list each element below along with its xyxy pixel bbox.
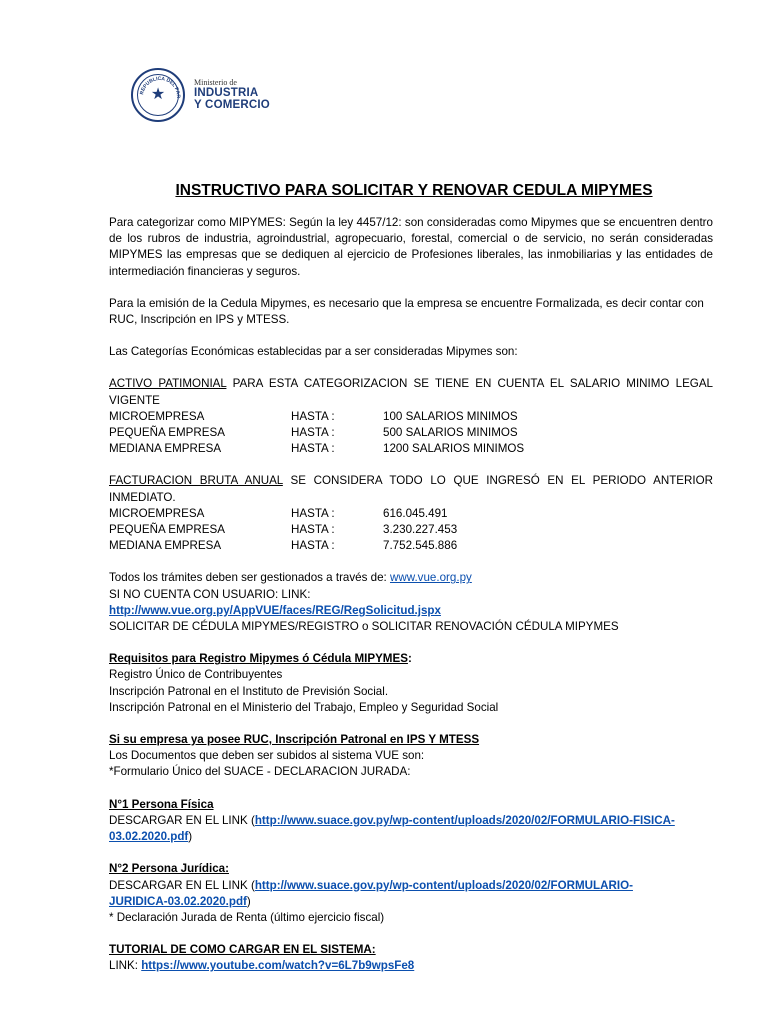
documentos-line-2: *Formulario Único del SUACE - DECLARACION JURADA: (109, 765, 411, 779)
row-label: PEQUEÑA EMPRESA (109, 426, 225, 440)
vue-link[interactable]: www.vue.org.py (389, 571, 472, 585)
facturacion-row (109, 522, 713, 538)
requisito-item: Inscripción Patronal en el Instituto de Previsión Social. (109, 684, 389, 698)
tramites-text: Todos los trámites deben ser gestionados a través de: (109, 571, 390, 585)
row-label: MICROEMPRESA (109, 506, 205, 520)
documentos-heading: Si su empresa ya posee RUC, Inscripción Patronal en IPS Y MTESS (109, 733, 480, 747)
download-prefix: DESCARGAR EN EL LINK ( (109, 813, 255, 827)
facturacion-text: SE CONSIDERA TODO LO QUE INGRESÓ EN EL PERIODO ANTERIOR INMEDIATO. (109, 474, 714, 504)
facturacion-row (109, 538, 713, 554)
no-usuario-text: SI NO CUENTA CON USUARIO: LINK: (109, 587, 311, 601)
download-suffix: ) (188, 830, 193, 844)
logo-small-text: Ministerio de (194, 77, 237, 87)
renta-note: * Declaración Jurada de Renta (último ejercicio fiscal) (109, 910, 385, 924)
registro-link[interactable]: http://www.vue.org.py/AppVUE/faces/REG/RegSolicitud.jspx (109, 603, 441, 617)
row-value: 500 SALARIOS MINIMOS (383, 426, 518, 440)
requisitos-colon: : (407, 652, 412, 666)
row-hasta: HASTA : (291, 506, 335, 520)
facturacion-heading: FACTURACION BRUTA ANUAL (109, 474, 283, 488)
row-hasta: HASTA : (291, 523, 335, 537)
activo-text: PARA ESTA CATEGORIZACION SE TIENE EN CUENTA EL SALARIO MINIMO LEGAL VIGENTE (109, 377, 713, 407)
facturacion-row (109, 506, 713, 522)
tutorial-heading: TUTORIAL DE COMO CARGAR EN EL SISTEMA: (109, 943, 376, 957)
document-title: INSTRUCTIVO PARA SOLICITAR Y RENOVAR CEDULA MIPYMES (175, 182, 653, 199)
row-value: 100 SALARIOS MINIMOS (383, 409, 518, 423)
activo-row (109, 441, 713, 457)
svg-text:REPUBLICA DEL PARAGUAY: REPUBLICA DEL PAR (139, 75, 182, 99)
tutorial-prefix: LINK: (109, 959, 142, 973)
requisitos-heading: Requisitos para Registro Mipymes ó Cédula MIPYMES (109, 652, 408, 666)
solicitar-text: SOLICITAR DE CÉDULA MIPYMES/REGISTRO o SOLICITAR RENOVACIÓN CÉDULA MIPYMES (109, 620, 619, 634)
youtube-link[interactable]: https://www.youtube.com/watch?v=6L7b9wpsFe8 (141, 959, 415, 973)
juridica-download-line (109, 878, 713, 910)
download-suffix: ) (246, 894, 251, 908)
activo-row (109, 425, 713, 441)
facturacion-section-heading (109, 473, 713, 505)
republic-seal-icon: REPUBLICA DEL PAR ★ (131, 68, 185, 122)
requisitos-heading-line (109, 651, 713, 667)
activo-row (109, 409, 713, 425)
row-hasta: HASTA : (291, 539, 335, 553)
row-label: PEQUEÑA EMPRESA (109, 523, 225, 537)
activo-heading: ACTIVO PATIMONIAL (109, 377, 227, 391)
requisito-item: Inscripción Patronal en el Ministerio del Trabajo, Empleo y Seguridad Social (109, 700, 499, 714)
logo-line-1: INDUSTRIA (194, 87, 259, 100)
row-hasta: HASTA : (291, 426, 335, 440)
fisica-form-link[interactable]: http://www.suace.gov.py/wp-content/uploads/2020/02/FORMULARIO-FISICA- (254, 813, 675, 827)
fisica-form-link-cont[interactable]: 03.02.2020.pdf (109, 830, 189, 844)
intro-paragraph: Para categorizar como MIPYMES: Según la ley 4457/12: son consideradas como Mipymes que se encuentren dentro de los rubros de industria, agroindustrial, agropecuario, forestal, comercial o de servicio, no serán consideradas MIPYMES las empresas que se dediquen al ejercicio de Profesiones liberales, las inmobiliarias y las entidades de intermediación financieras y seguros. (109, 216, 713, 278)
download-prefix: DESCARGAR EN EL LINK ( (109, 878, 255, 892)
logo-line-2: Y COMERCIO (194, 99, 270, 112)
row-label: MICROEMPRESA (109, 409, 205, 423)
row-value: 3.230.227.453 (383, 523, 458, 537)
tutorial-line (109, 958, 713, 974)
row-value: 1200 SALARIOS MINIMOS (383, 442, 525, 456)
juridica-form-link[interactable]: http://www.suace.gov.py/wp-content/uploads/2020/02/FORMULARIO- (254, 878, 633, 892)
categorias-intro: Las Categorías Económicas establecidas par a ser consideradas Mipymes son: (109, 345, 518, 359)
row-hasta: HASTA : (291, 409, 335, 423)
fisica-download-line (109, 813, 713, 845)
fisica-heading: N°1 Persona Física (109, 797, 214, 811)
row-label: MEDIANA EMPRESA (109, 442, 222, 456)
logo-text (194, 79, 270, 112)
juridica-form-link-cont[interactable]: JURIDICA-03.02.2020.pdf (109, 894, 247, 908)
activo-section-heading (109, 376, 713, 408)
requisito-item: Registro Único de Contribuyentes (109, 668, 283, 682)
tramites-line (109, 570, 713, 586)
document-body (109, 181, 713, 975)
row-hasta: HASTA : (291, 442, 335, 456)
documentos-line-1: Los Documentos que deben ser subidos al sistema VUE son: (109, 749, 425, 763)
emision-paragraph: Para la emisión de la Cedula Mipymes, es necesario que la empresa se encuentre Formalizada, es decir contar con RUC, Inscripción en IPS y MTESS. (109, 296, 704, 327)
row-value: 616.045.491 (383, 506, 448, 520)
row-label: MEDIANA EMPRESA (109, 539, 222, 553)
ministry-logo (131, 68, 270, 122)
row-value: 7.752.545.886 (383, 539, 458, 553)
juridica-heading: N°2 Persona Jurídica: (109, 862, 229, 876)
